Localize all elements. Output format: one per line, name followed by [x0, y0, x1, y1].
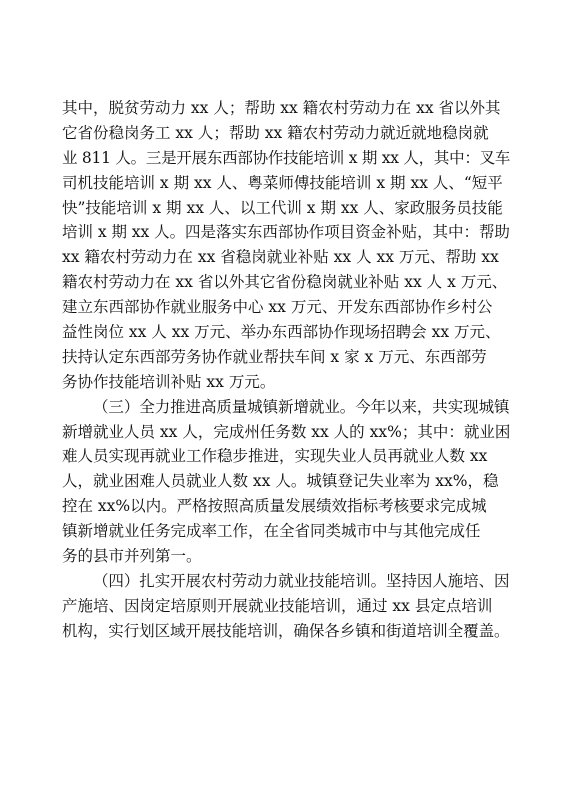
text-line: 培训 x 期 xx 人。四是落实东西部协作项目资金补贴，其中：帮助 — [62, 223, 510, 242]
text-line: 益性岗位 xx 人 xx 万元、举办东西部协作现场招聘会 xx 万元、 — [62, 323, 501, 342]
section-heading-line: （四）扎实开展农村劳动力就业技能培训。坚持因人施培、因 — [93, 571, 510, 590]
document-body — [62, 96, 510, 644]
text-line: 籍农村劳动力在 xx 省以外其它省份稳岗就业补贴 xx 人 x 万元、 — [62, 273, 508, 292]
section-heading-line: （三）全力推进高质量城镇新增就业。今年以来，共实现城镇 — [93, 397, 510, 416]
text-line: 扶持认定东西部劳务协作就业帮扶车间 x 家 x 万元、东西部劳 — [62, 347, 487, 366]
text-line: 产施培、因岗定培原则开展就业技能培训，通过 xx 县定点培训 — [62, 596, 493, 615]
text-line: 人，就业困难人员就业人数 xx 人。城镇登记失业率为 xx%，稳 — [62, 472, 499, 491]
text-line: 务协作技能培训补贴 xx 万元。 — [62, 372, 276, 391]
text-line: xx 籍农村劳动力在 xx 省稳岗就业补贴 xx 人 xx 万元、帮助 xx — [62, 248, 499, 267]
text-line: 控在 xx%以内。严格按照高质量发展绩效指标考核要求完成城 — [62, 497, 487, 516]
text-line: 新增就业人员 xx 人，完成州任务数 xx 人的 xx%；其中：就业困 — [62, 422, 511, 441]
text-line: 业 811 人。三是开展东西部协作技能培训 x 期 xx 人，其中：叉车 — [62, 148, 511, 167]
text-line: 难人员实现再就业工作稳步推进，实现失业人员再就业人数 xx — [62, 447, 488, 466]
text-line: 镇新增就业任务完成率工作，在全省同类城市中与其他完成任 — [62, 522, 481, 541]
text-line: 其中，脱贫劳动力 xx 人；帮助 xx 籍农村劳动力在 xx 省以外其 — [62, 99, 501, 117]
text-line: 司机技能培训 x 期 xx 人、粤菜师傅技能培训 x 期 xx 人、“短平 — [62, 173, 503, 192]
text-line: 机构，实行划区域开展技能培训，确保各乡镇和街道培训全覆盖。 — [62, 621, 510, 640]
text-line: 快”技能培训 x 期 xx 人、以工代训 x 期 xx 人、家政服务员技能 — [62, 198, 503, 217]
text-line: 建立东西部协作就业服务中心 xx 万元、开发东西部协作乡村公 — [62, 298, 493, 317]
text-line: 务的县市并列第一。 — [62, 547, 202, 566]
text-line: 它省份稳岗务工 xx 人；帮助 xx 籍农村劳动力就近就地稳岗就 — [62, 123, 489, 142]
